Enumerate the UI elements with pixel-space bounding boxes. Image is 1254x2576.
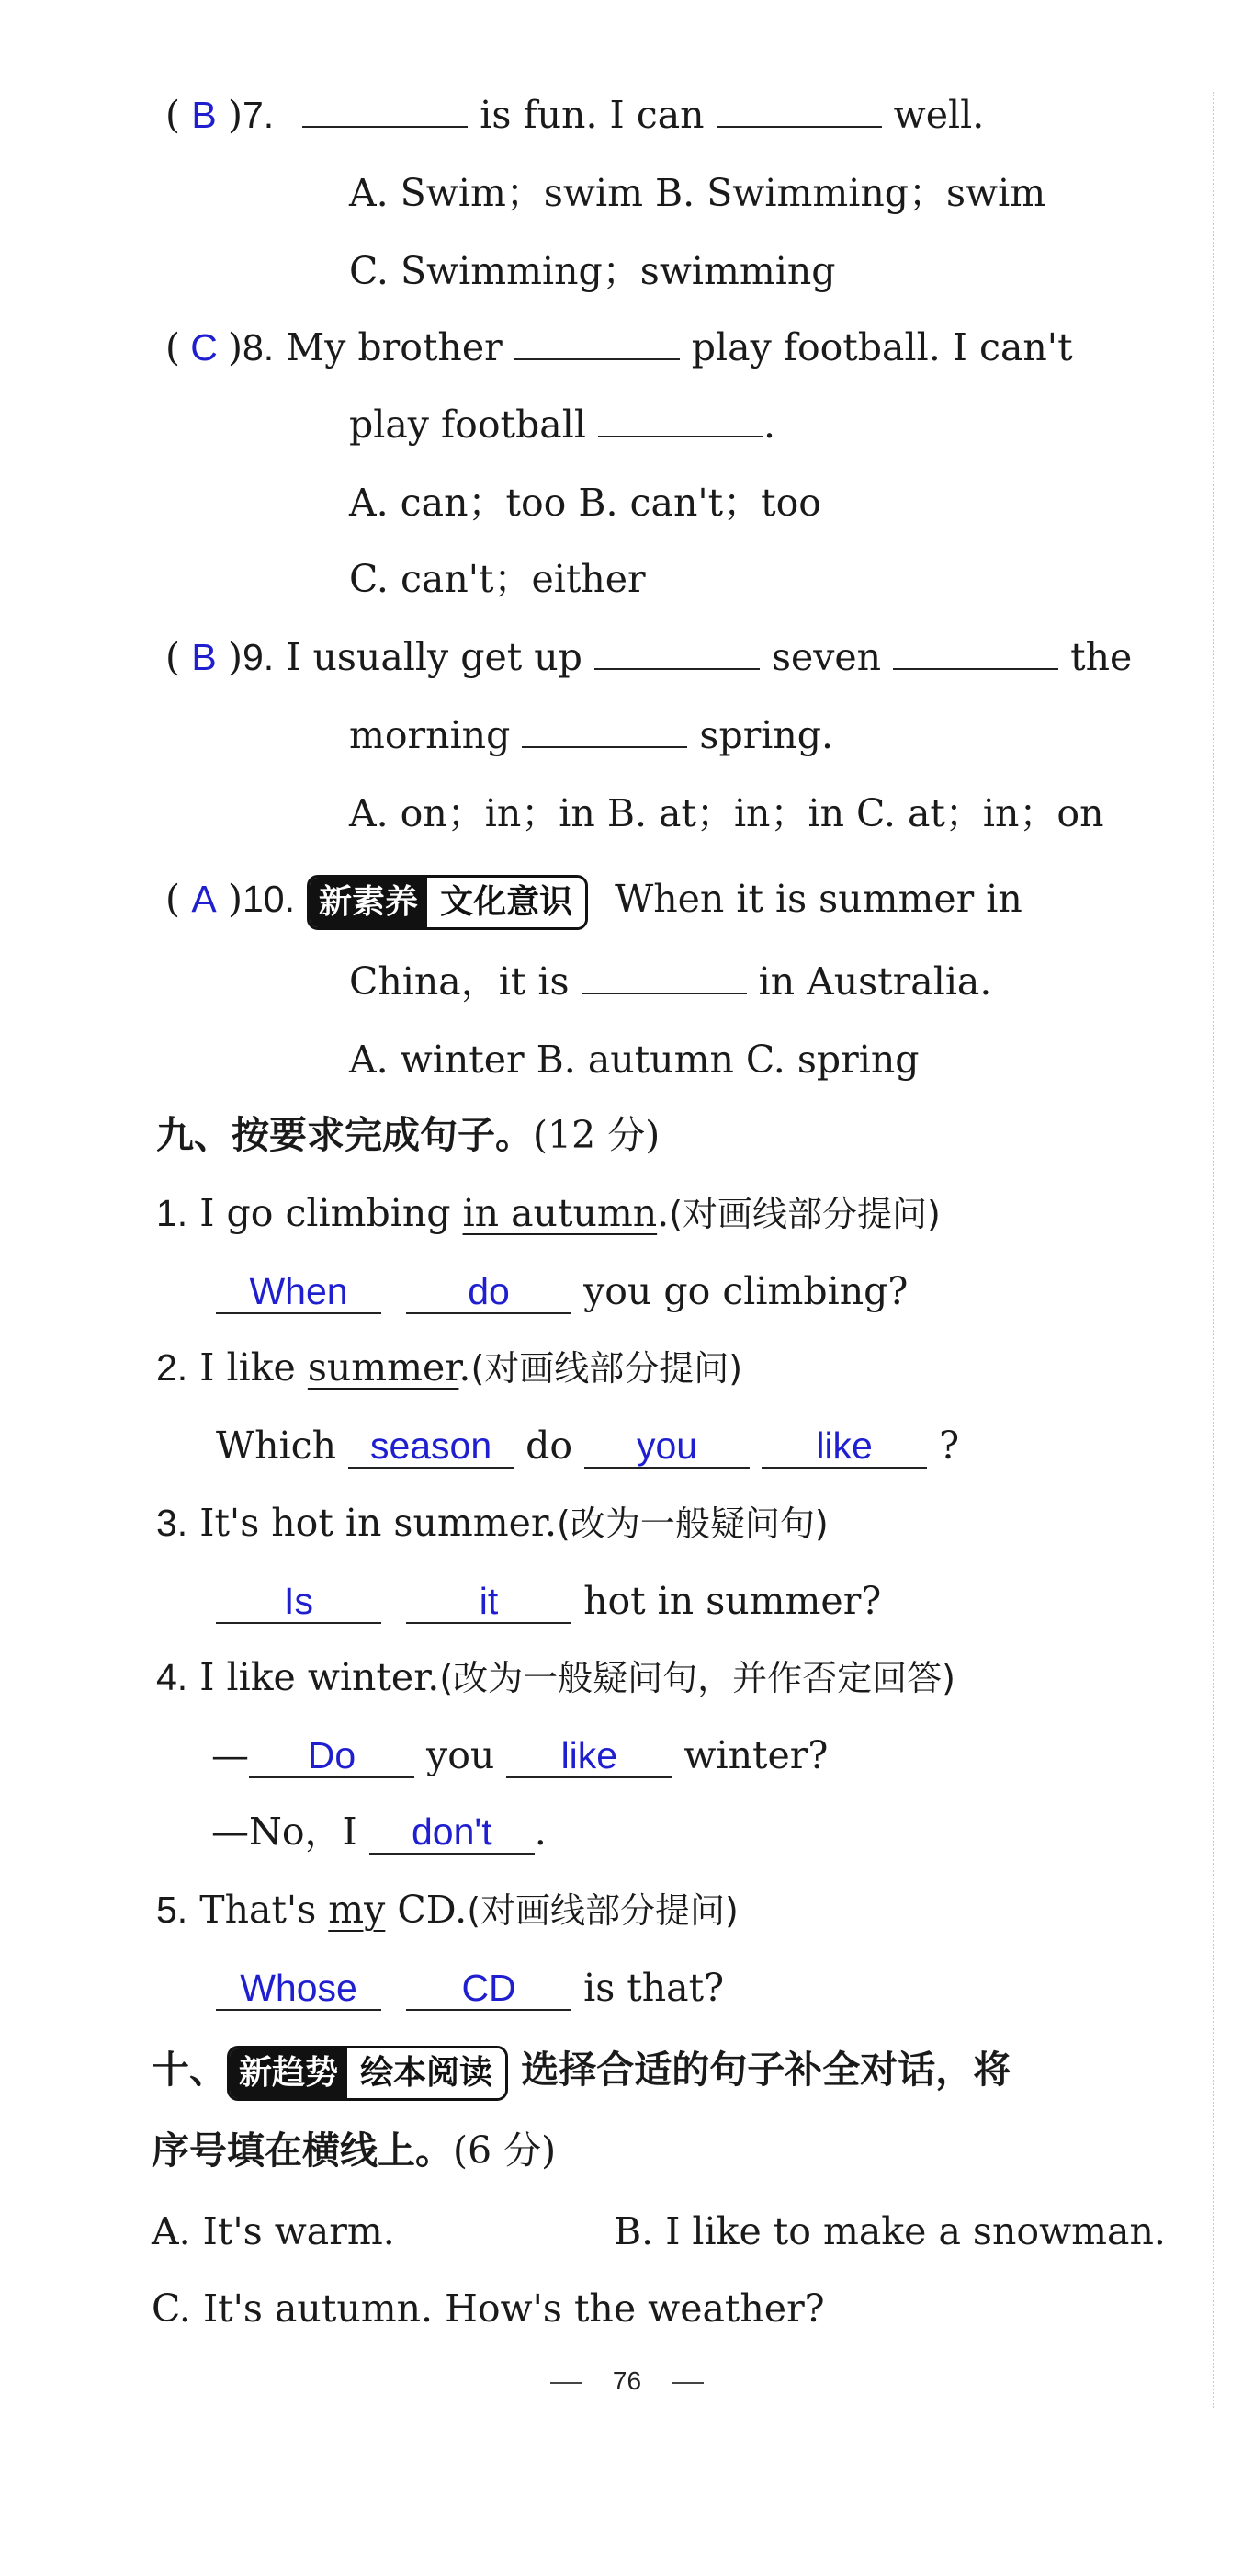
q10-blank	[582, 993, 747, 994]
footer-dash-left	[550, 2382, 582, 2384]
s9-item1-blank-2: do	[406, 1270, 571, 1314]
q8-option-c: C. can't；either	[349, 557, 646, 601]
q8-number: 8.	[243, 326, 275, 369]
section10-badge: 新趋势 绘本阅读	[227, 2046, 508, 2101]
s9-item2-blank-3: like	[762, 1424, 927, 1469]
q8-blank-2	[598, 436, 763, 437]
page-number: 76	[612, 2366, 642, 2395]
q7-options-ab: A. Swim；swim B. Swimming；swim	[349, 171, 1046, 215]
q7-blank-1	[302, 126, 468, 128]
section10-option-c: C. It's autumn. How's the weather?	[152, 2287, 825, 2331]
s9-item5-blank-2: CD	[406, 1967, 571, 2011]
s9-item3-blank-1: Is	[216, 1580, 381, 1624]
section10-heading: 十、 新趋势 绘本阅读 选择合适的句子补全对话，将	[152, 2042, 1011, 2101]
q9-blank-1	[594, 668, 760, 670]
q9-line2: morning spring.	[349, 713, 834, 757]
s9-item2-blank-2: you	[584, 1424, 750, 1469]
q10-badge: 新素养 文化意识	[307, 875, 588, 930]
section10-option-b: B. I like to make a snowman.	[614, 2209, 1166, 2253]
s9-item1-blank-1: When	[216, 1270, 381, 1314]
page-footer	[0, 2366, 1254, 2396]
s9-item3-answer: Is it hot in summer?	[216, 1573, 881, 1628]
q7-line1: ( B )7. is fun. I can well.	[165, 87, 984, 142]
section9-heading: 九、按要求完成句子。(12 分)	[156, 1113, 661, 1157]
q9-options: A. on；in；in B. at；in；in C. at；in；on	[349, 791, 1104, 835]
q10-options: A. winter B. autumn C. spring	[349, 1038, 920, 1082]
q10-number: 10.	[243, 878, 295, 920]
q9-blank-2	[893, 668, 1058, 670]
q8-line2: play football .	[349, 403, 776, 447]
q8-blank-1	[514, 358, 680, 360]
s9-item3: 3. It's hot in summer.(改为一般疑问句)	[156, 1501, 829, 1545]
q9-answer: B	[191, 636, 217, 678]
q9-number: 9.	[243, 636, 275, 678]
q7-number: 7.	[243, 94, 275, 136]
q8-line1: ( C )8. My brother play football. I can't	[165, 320, 1073, 375]
q7-blank-2	[717, 126, 882, 128]
q7-option-c: C. Swimming；swimming	[349, 249, 836, 293]
q9-blank-3	[522, 746, 687, 748]
s9-item2: 2. I like summer.(对画线部分提问)	[156, 1345, 743, 1390]
q10-line1: ( A )10. 新素养 文化意识 When it is summer in	[165, 871, 1022, 930]
section10-heading-cont: 序号填在横线上。(6 分)	[152, 2128, 557, 2173]
s9-item5: 5. That's my CD.(对画线部分提问)	[156, 1888, 739, 1932]
s9-item2-answer: Which season do you like ?	[216, 1424, 960, 1468]
margin-divider	[1213, 92, 1214, 2408]
s9-item4-blank-1: Do	[249, 1734, 414, 1778]
q10-line2: China，it is in Australia.	[349, 959, 992, 1004]
q8-answer: C	[190, 326, 218, 369]
s9-item4-reply: —No，I don't .	[211, 1810, 547, 1854]
s9-item4-answer: — Do you like winter?	[211, 1733, 829, 1777]
s9-item4-blank-2: like	[506, 1734, 672, 1778]
q9-line1: ( B )9. I usually get up seven the	[165, 630, 1132, 685]
s9-item5-answer: Whose CD is that?	[216, 1960, 724, 2015]
s9-item3-blank-2: it	[406, 1580, 571, 1624]
s9-item4-blank-3: don't	[369, 1810, 535, 1855]
q10-answer: A	[191, 878, 217, 920]
q8-options-ab: A. can；too B. can't；too	[349, 481, 821, 525]
s9-item4: 4. I like winter.(改为一般疑问句，并作否定回答)	[156, 1655, 955, 1699]
s9-item1: 1. I go climbing in autumn.(对画线部分提问)	[156, 1191, 941, 1235]
q7-answer: B	[191, 94, 217, 136]
footer-dash-right	[672, 2382, 704, 2384]
section10-option-a: A. It's warm.	[152, 2209, 395, 2253]
s9-item1-answer: When do you go climbing?	[216, 1264, 908, 1319]
s9-item5-blank-1: Whose	[216, 1967, 381, 2011]
s9-item2-blank-1: season	[348, 1424, 514, 1469]
